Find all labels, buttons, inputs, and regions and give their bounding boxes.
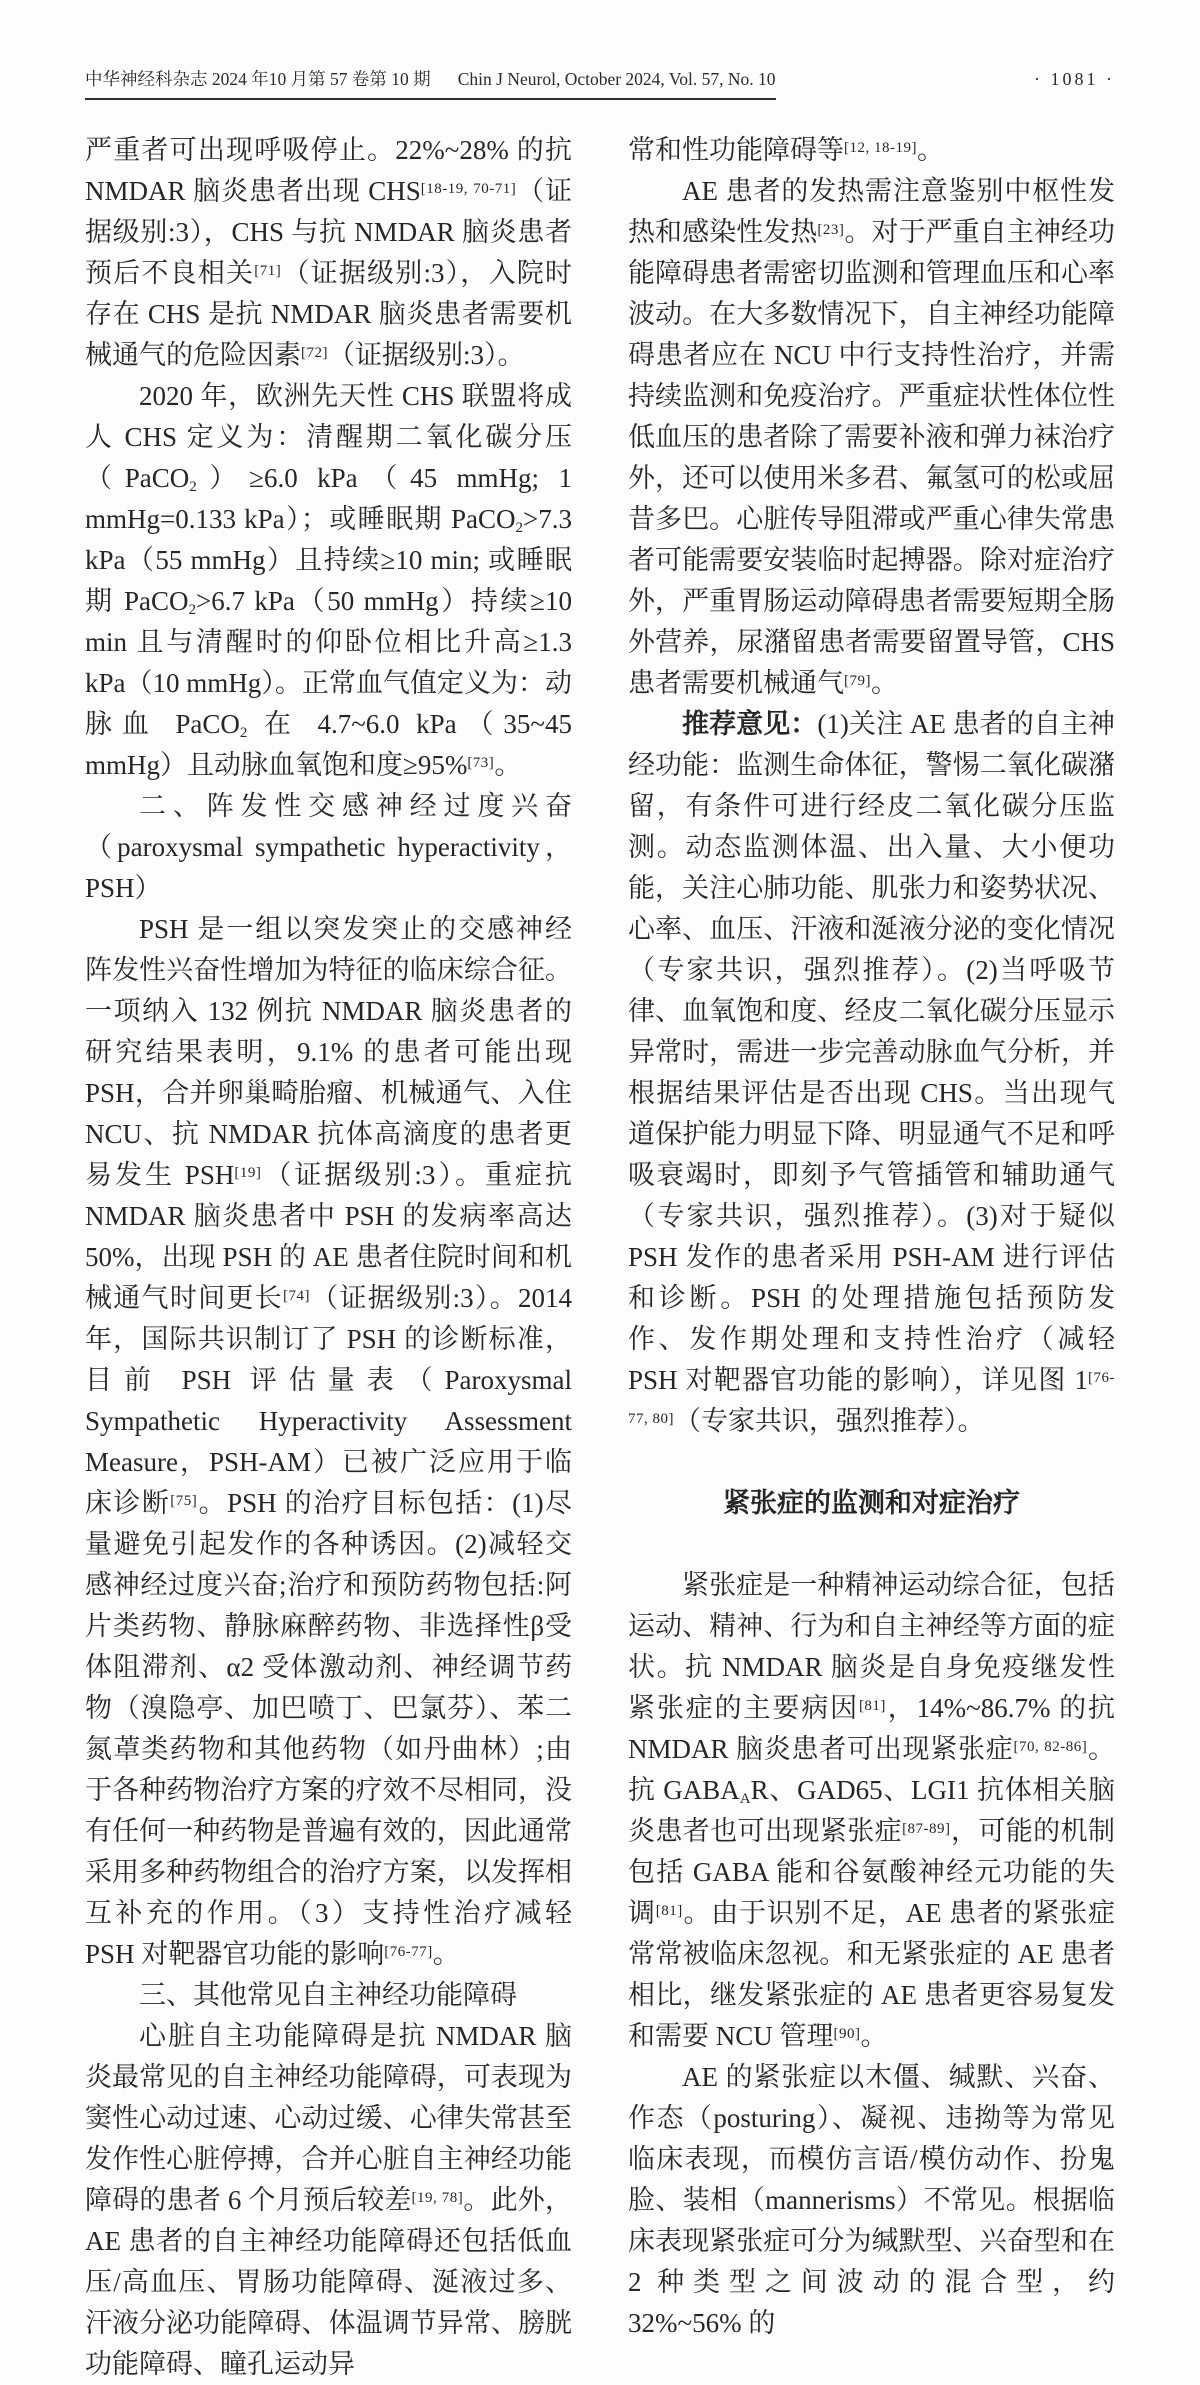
citation-reference: [76-77] <box>384 1944 433 1960</box>
text-run: 。抗 GABA <box>628 1734 1115 1805</box>
paragraph <box>628 2057 1115 2344</box>
journal-title-cn: 中华神经科杂志 2024 年10 月第 57 卷第 10 期 <box>85 69 431 89</box>
text-run: （专家共识，强烈推荐）。 <box>674 1406 985 1436</box>
citation-reference: [76-77, 80] <box>628 1370 1115 1427</box>
text-run: 。 <box>871 668 898 698</box>
citation-reference: [70, 82-86] <box>1013 1739 1088 1755</box>
citation-reference: [19, 78] <box>411 2190 464 2206</box>
running-head <box>85 66 776 100</box>
citation-reference: [12, 18-19] <box>844 140 917 156</box>
text-run: R、GAD65、LGI1 抗体相关脑炎患者也可出现紧张症 <box>628 1775 1115 1846</box>
subscript: 2 <box>188 602 197 618</box>
citation-reference: [74] <box>282 1288 310 1304</box>
left-column <box>85 130 572 2385</box>
text-run: ，可能的机制包括 GABA 能和谷氨酸神经元功能的失调 <box>628 1816 1115 1928</box>
text-run: 。由于识别不足，AE 患者的紧张症常常被临床忽视。和无紧张症的 AE 患者相比，继发紧张症的 AE 患者更容易复发和需要 NCU 管理 <box>628 1898 1115 2051</box>
text-run: 常和性功能障碍等 <box>628 135 844 165</box>
text-run: （证据级别:3）。 <box>328 340 525 370</box>
citation-reference: [81] <box>655 1903 683 1919</box>
section-heading <box>628 1483 1115 1524</box>
bold-lead-text: 推荐意见： <box>682 709 818 739</box>
text-run: 三、其他常见自主神经功能障碍 <box>139 1980 517 2010</box>
text-run: 。 <box>494 750 522 780</box>
text-run: >6.7 kPa（50 mmHg）持续≥10 min 且与清醒时的仰卧位相比升高≥1.3 kPa（10 mmHg）。正常血气值定义为：动脉血 PaCO <box>85 586 572 739</box>
subscript: A <box>739 1791 751 1807</box>
text-run: 心脏自主功能障碍是抗 NMDAR 脑炎最常见的自主神经功能障碍，可表现为窦性心动过速、心动过缓、心律失常甚至发作性心脏停搏，合并心脏自主神经功能障碍的患者 6 个月预后较差 <box>85 2021 572 2215</box>
text-run: 。对于严重自主神经功能障碍患者需密切监测和管理血压和心率波动。在大多数情况下，自主神经功能障碍患者应在 NCU 中行支持性治疗，并需持续监测和免疫治疗。严重症状性体位性低血压的患者除了需要补液和弹力袜治疗外，还可以使用米多君、氟氢可的松或屈昔多巴。心脏传导阻滞或严重心律失常患者可能需要安装临时起搏器。除对症治疗外，严重胃肠运动障碍患者需要短期全肠外营养，尿潴留患者需要留置导管，CHS 患者需要机械通气 <box>628 217 1116 698</box>
text-run: （证据级别:3），CHS 与抗 NMDAR 脑炎患者预后不良相关 <box>85 176 572 288</box>
page-header <box>85 66 1115 100</box>
citation-reference: [81] <box>858 1698 886 1714</box>
paragraph <box>85 1975 572 2016</box>
text-run: （证据级别:3），入院时存在 CHS 是抗 NMDAR 脑炎患者需要机械通气的危险因素 <box>85 258 572 370</box>
text-run: 严重者可出现呼吸停止。22%~28% 的抗 NMDAR 脑炎患者出现 CHS <box>85 135 572 206</box>
text-run: PSH 是一组以突发突止的交感神经阵发性兴奋性增加为特征的临床综合征。一项纳入 132 例抗 NMDAR 脑炎患者的研究结果表明，9.1% 的患者可能出现 PSH，合并卵巢畸胎瘤、机械通气、入住 NCU、抗 NMDAR 抗体高滴度的患者更易发生 PSH <box>85 914 572 1190</box>
text-run: AE 的紧张症以木僵、缄默、兴奋、作态（posturing）、凝视、违拗等为常见临床表现，而模仿言语/模仿动作、扮鬼脸、装相（mannerisms）不常见。根据临床表现紧张症可分为缄默型、兴奋型和在 2 种类型之间波动的混合型，约 32%~56% 的 <box>628 2062 1115 2338</box>
paragraph <box>628 171 1115 704</box>
paragraph <box>85 786 572 909</box>
text-run: >7.3 kPa（55 mmHg）且持续≥10 min; 或睡眠期 PaCO <box>85 504 572 616</box>
paragraph <box>85 130 572 376</box>
article-body <box>85 130 1115 2385</box>
text-run: 。 <box>860 2021 888 2051</box>
citation-reference: [72] <box>301 345 328 361</box>
paragraph <box>628 704 1115 1442</box>
paragraph <box>85 376 572 786</box>
text-run: 二、阵发性交感神经过度兴奋（paroxysmal sympathetic hyperactivity，PSH） <box>85 791 572 903</box>
citation-reference: [87-89] <box>902 1821 951 1837</box>
citation-reference: [90] <box>833 2026 861 2042</box>
text-run: AE 患者的发热需注意鉴别中枢性发热和感染性发热 <box>628 176 1115 247</box>
citation-reference: [18-19, 70-71] <box>420 181 517 197</box>
text-run: 。 <box>917 135 944 165</box>
text-run: ）≥6.0 kPa（45 mmHg; 1 mmHg=0.133 kPa）；或睡眠期 PaCO <box>85 463 572 534</box>
text-run: 紧张症的监测和对症治疗 <box>723 1488 1020 1518</box>
page-number: · 1081 · <box>1034 69 1115 89</box>
text-run: 。此外，AE 患者的自主神经功能障碍还包括低血压/高血压、胃肠功能障碍、涎液过多、汗液分泌功能障碍、体温调节异常、膀胱功能障碍、瞳孔运动异 <box>85 2185 572 2379</box>
text-run: ，14%~86.7% 的抗 NMDAR 脑炎患者可出现紧张症 <box>628 1693 1115 1764</box>
citation-reference: [79] <box>844 673 871 689</box>
paragraph <box>628 130 1115 171</box>
text-run: （证据级别:3）。重症抗 NMDAR 脑炎患者中 PSH 的发病率高达 50%，出现 PSH 的 AE 患者住院时间和机械通气时间更长 <box>85 1160 572 1313</box>
text-run: （证据级别:3）。2014 年，国际共识制订了 PSH 的诊断标准，目前 PSH 评估量表（Paroxysmal Sympathetic Hyperactivity Assessment Measure，PSH-AM）已被广泛应用于临床诊断 <box>85 1283 572 1518</box>
text-run: 紧张症是一种精神运动综合征，包括运动、精神、行为和自主神经等方面的症状。抗 NMDAR 脑炎是自身免疫继发性紧张症的主要病因 <box>628 1570 1115 1723</box>
subscript: 2 <box>189 479 197 495</box>
citation-reference: [73] <box>467 755 495 771</box>
citation-reference: [75] <box>170 1493 198 1509</box>
text-run: 在 4.7~6.0 kPa（35~45 mmHg）且动脉血氧饱和度≥95% <box>85 709 573 780</box>
subscript: 2 <box>515 520 524 536</box>
right-column <box>628 130 1115 2385</box>
paragraph <box>85 2016 572 2385</box>
citation-reference: [19] <box>234 1165 262 1181</box>
text-run: (1)关注 AE 患者的自主神经功能：监测生命体征，警惕二氧化碳潴留，有条件可进行经皮二氧化碳分压监测。动态监测体温、出入量、大小便功能，关注心肺功能、肌张力和姿势状况、心率、血压、汗液和涎液分泌的变化情况（专家共识，强烈推荐）。(2)当呼吸节律、血氧饱和度、经皮二氧化碳分压显示异常时，需进一步完善动脉血气分析，并根据结果评估是否出现 CHS。当出现气道保护能力明显下降、明显通气不足和呼吸衰竭时，即刻予气管插管和辅助通气（专家共识，强烈推荐）。(3)对于疑似 PSH 发作的患者采用 PSH-AM 进行评估和诊断。PSH 的处理措施包括预防发作、发作期处理和支持性治疗（减轻 PSH 对靶器官功能的影响），详见图 1 <box>628 709 1115 1395</box>
citation-reference: [71] <box>254 263 282 279</box>
text-run: 。 <box>432 1939 460 1969</box>
journal-title-en: Chin J Neurol, October 2024, Vol. 57, No. 10 <box>457 69 776 89</box>
paragraph <box>85 909 572 1975</box>
text-run: 2020 年，欧洲先天性 CHS 联盟将成人 CHS 定义为：清醒期二氧化碳分压（PaCO <box>85 381 572 493</box>
text-run: 。PSH 的治疗目标包括：(1)尽量避免引起发作的各种诱因。(2)减轻交感神经过度兴奋;治疗和预防药物包括:阿片类药物、静脉麻醉药物、非选择性β受体阻滞剂、α2 受体激动剂、神经调节药物（溴隐亭、加巴喷丁、巴氯芬）、苯二氮䓬类药物和其他药物（如丹曲林）;由于各种药物治疗方案的疗效不尽相同，没有任何一种药物是普遍有效的，因此通常采用多种药物组合的治疗方案，以发挥相互补充的作用。（3）支持性治疗减轻 PSH 对靶器官功能的影响 <box>85 1488 573 1969</box>
subscript: 2 <box>239 725 248 741</box>
citation-reference: [23] <box>817 222 845 238</box>
